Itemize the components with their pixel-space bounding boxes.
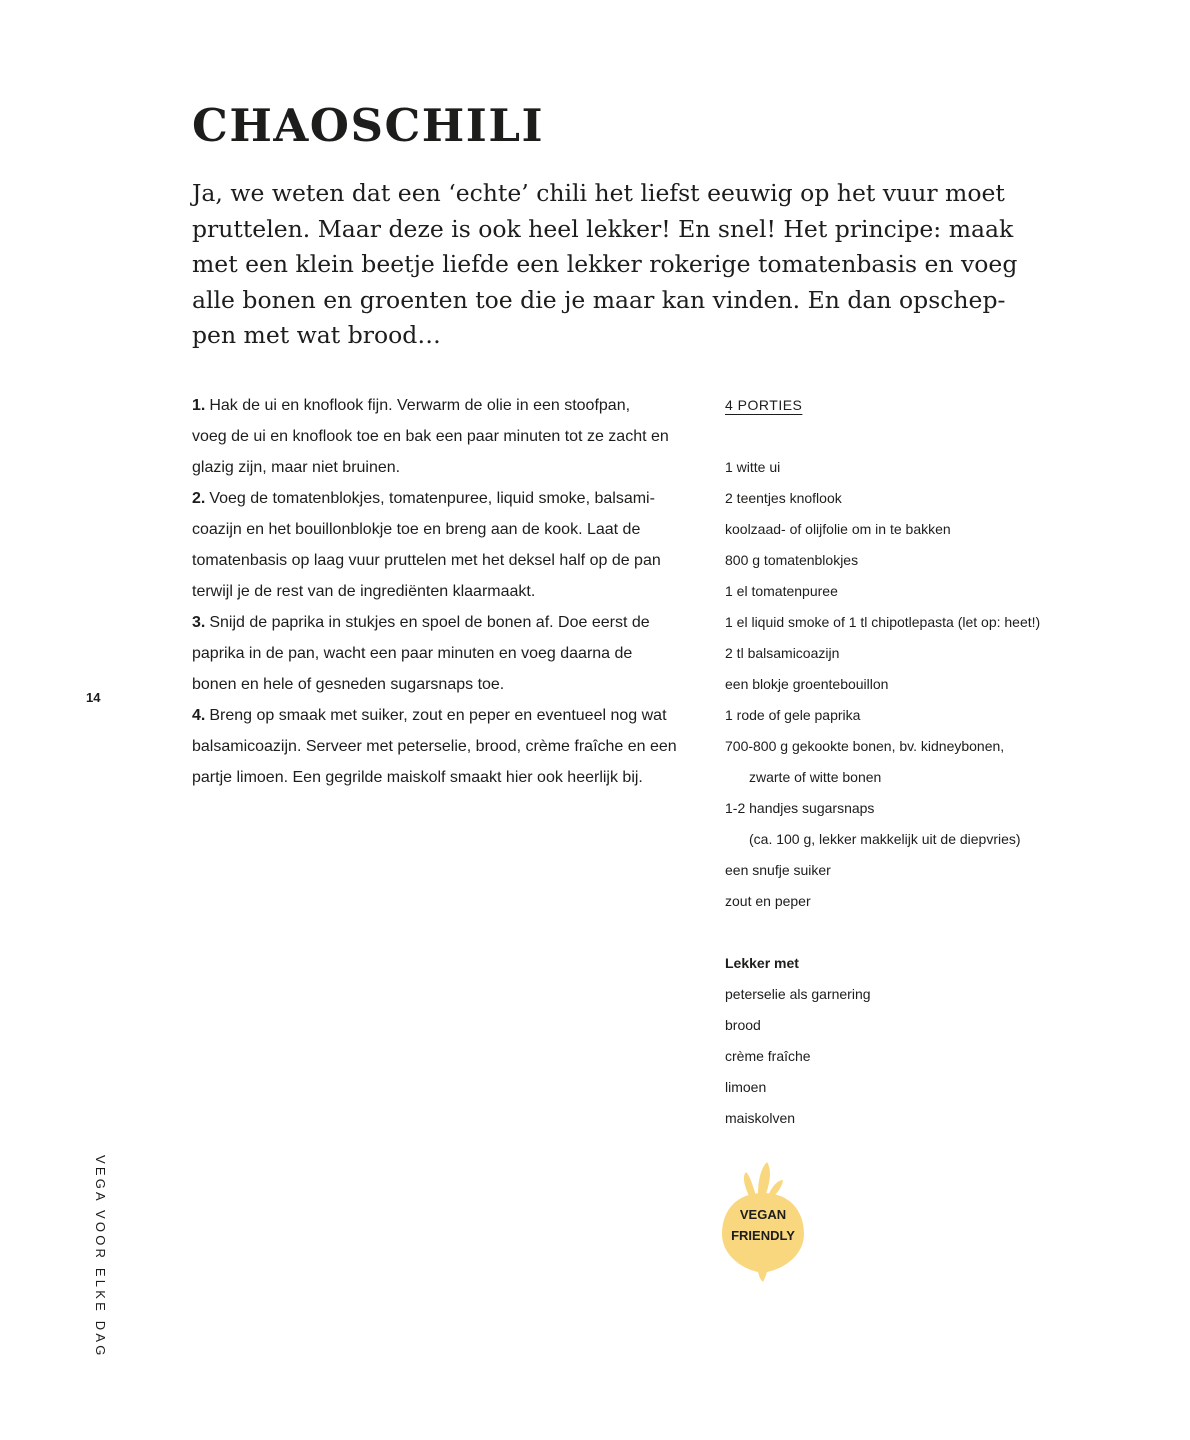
step-3-line: paprika in de pan, wacht een paar minuten en voeg daarna de (192, 645, 633, 662)
step-2-line: tomatenbasis op laag vuur pruttelen met het deksel half op de pan (192, 552, 661, 569)
recipe-intro (192, 176, 1052, 354)
ingredient-item: 1 witte ui (725, 459, 781, 475)
intro-line: pruttelen. Maar deze is ook heel lekker! En snel! Het principe: maak (192, 214, 1014, 243)
serve-with-item: limoen (725, 1079, 767, 1095)
page-number: 14 (86, 690, 101, 705)
badge-line: FRIENDLY (731, 1228, 795, 1243)
intro-line: Ja, we weten dat een ‘echte’ chili het liefst eeuwig op het vuur moet (192, 179, 1005, 207)
intro-line: met een klein beetje liefde een lekker rokerige tomatenbasis en voeg (192, 250, 1018, 278)
spacer (725, 421, 1145, 452)
ingredient-item: 800 g tomatenblokjes (725, 552, 859, 568)
portions-label: 4 PORTIES (725, 397, 803, 413)
step-2-line: 2. Voeg de tomatenblokjes, tomatenpuree, liquid smoke, balsami- (192, 490, 655, 507)
step-number: 1. (192, 397, 206, 414)
recipe-title: CHAOSCHILI (192, 99, 545, 152)
badge-line: VEGAN (739, 1207, 787, 1222)
step-1-line: 1. Hak de ui en knoflook fijn. Verwarm de olie in een stoofpan, (192, 397, 631, 414)
intro-line: alle bonen en groenten toe die je maar kan vinden. En dan opschep- (192, 285, 1006, 314)
ingredient-item: 700-800 g gekookte bonen, bv. kidneybonen, (725, 738, 1005, 754)
ingredient-item: 1 rode of gele paprika (725, 707, 861, 723)
ingredient-item: 1-2 handjes sugarsnaps (725, 800, 875, 816)
ingredient-item: 2 teentjes knoflook (725, 490, 842, 506)
spacer (725, 917, 1145, 948)
step-2-line: coazijn en het bouillonblokje toe en breng aan de kook. Laat de (192, 521, 641, 538)
step-3-line: 3. Snijd de paprika in stukjes en spoel de bonen af. Doe eerst de (192, 614, 650, 631)
ingredient-item-continued: zwarte of witte bonen (749, 769, 882, 785)
serve-with-item: brood (725, 1017, 761, 1033)
step-number: 4. (192, 707, 206, 724)
serve-with-item: crème fraîche (725, 1048, 811, 1064)
step-4-line: 4. Breng op smaak met suiker, zout en peper en eventueel nog wat (192, 707, 667, 724)
ingredient-item: een blokje groentebouillon (725, 676, 889, 692)
ingredient-item: koolzaad- of olijfolie om in te bakken (725, 521, 951, 537)
badge-label (720, 1204, 806, 1246)
step-1-line: glazig zijn, maar niet bruinen. (192, 459, 401, 476)
ingredient-item-continued: (ca. 100 g, lekker makkelijk uit de diepvries) (749, 831, 1021, 847)
ingredient-item: zout en peper (725, 893, 811, 909)
ingredients-column (725, 390, 1145, 1134)
recipe-steps (192, 390, 712, 793)
step-1-line: voeg de ui en knoflook toe en bak een paar minuten tot ze zacht en (192, 428, 669, 445)
intro-line: pen met wat brood… (192, 321, 441, 349)
ingredient-item: 1 el liquid smoke of 1 tl chipotlepasta (let op: heet!) (725, 614, 1041, 630)
running-head: VEGA VOOR ELKE DAG (93, 1155, 108, 1359)
step-4-line: partje limoen. Een gegrilde maiskolf smaakt hier ook heerlijk bij. (192, 769, 643, 786)
step-2-line: terwijl je de rest van de ingrediënten klaarmaakt. (192, 583, 536, 600)
step-number: 2. (192, 490, 206, 507)
serve-with-heading: Lekker met (725, 955, 799, 971)
ingredient-item: een snufje suiker (725, 862, 831, 878)
ingredient-item: 2 tl balsamicoazijn (725, 645, 840, 661)
serve-with-item: maiskolven (725, 1110, 796, 1126)
step-3-line: bonen en hele of gesneden sugarsnaps toe. (192, 676, 505, 693)
serve-with-item: peterselie als garnering (725, 986, 871, 1002)
vegan-friendly-badge (720, 1158, 806, 1282)
step-4-line: balsamicoazijn. Serveer met peterselie, brood, crème fraîche en een (192, 738, 677, 755)
step-number: 3. (192, 614, 206, 631)
ingredient-item: 1 el tomatenpuree (725, 583, 838, 599)
